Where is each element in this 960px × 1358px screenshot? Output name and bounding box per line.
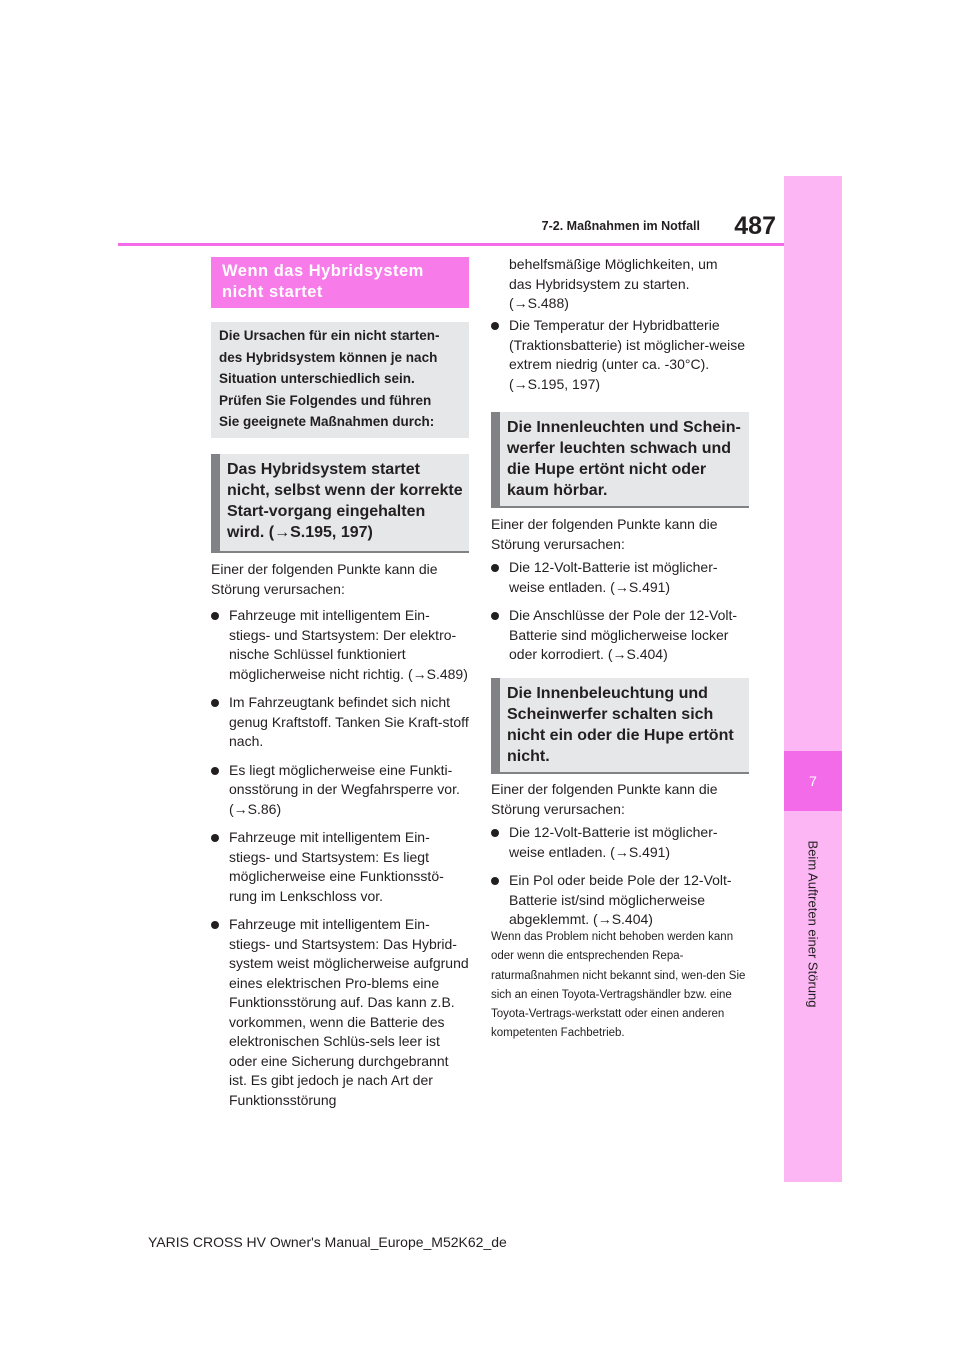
- cause-lead: Einer der folgenden Punkte kann die Störung verursachen:: [491, 516, 718, 552]
- intro-line: Die Ursachen für ein nicht starten-: [219, 328, 440, 343]
- cause-list: [211, 606, 469, 1119]
- list-item: Die Anschlüsse der Pole der 12-Volt-Batterie sind möglicherweise locker oder korrodiert. (→S.404): [491, 606, 749, 665]
- continuation-text: behelfsmäßige Möglichkeiten, um das Hybridsystem zu starten. (→S.488): [509, 256, 718, 311]
- chapter-sidebar: [784, 176, 842, 1182]
- subheading-lights-off: Die Innenbeleuchtung und Scheinwerfer schalten sich nicht ein oder die Hupe ertönt nicht.: [491, 678, 749, 774]
- intro-line: Sie geeignete Maßnahmen durch:: [219, 414, 435, 429]
- chapter-title: Beim Auftreten einer Störung: [805, 840, 821, 1008]
- intro-box: [211, 322, 469, 438]
- subheading-weak-lights: Die Innenleuchten und Schein-werfer leuchten schwach und die Hupe ertönt nicht oder kaum hörbar.: [491, 412, 749, 508]
- cause-list-top: [491, 316, 749, 403]
- list-item: Die 12-Volt-Batterie ist möglicher-weise entladen. (→S.491): [491, 823, 749, 862]
- list-item: Fahrzeuge mit intelligentem Ein-stiegs- und Startsystem: Der elektro-nische Schlüssel funktioniert möglicherweise nicht richtig. (→S.489): [211, 606, 469, 684]
- subheading-hybrid-not-start: Das Hybridsystem startet nicht, selbst wenn der korrekte Start-vorgang eingehalten wird. (→S.195, 197): [211, 454, 469, 553]
- header-rule: [118, 243, 784, 246]
- chapter-number-tab[interactable]: 7: [784, 751, 842, 811]
- list-item: Die 12-Volt-Batterie ist möglicher-weise entladen. (→S.491): [491, 558, 749, 597]
- list-item: Die Temperatur der Hybridbatterie (Traktionsbatterie) ist möglicher-weise extrem niedrig (unter ca. -30°C). (→S.195, 197): [491, 316, 749, 394]
- intro-line: Situation unterschiedlich sein.: [219, 371, 415, 386]
- list-item: Es liegt möglicherweise eine Funkti-onsstörung in der Wegfahrsperre vor. (→S.86): [211, 761, 469, 820]
- list-item: Im Fahrzeugtank befindet sich nicht genug Kraftstoff. Tanken Sie Kraft-stoff nach.: [211, 693, 469, 752]
- footer-manual-id: YARIS CROSS HV Owner's Manual_Europe_M52K62_de: [148, 1234, 507, 1250]
- page-number: 487: [734, 212, 776, 240]
- cause-list: [491, 823, 749, 939]
- cause-lead: Einer der folgenden Punkte kann die Störung verursachen:: [491, 781, 718, 817]
- intro-line: Prüfen Sie Folgendes und führen: [219, 392, 432, 408]
- intro-line: des Hybridsystem können je nach: [219, 349, 438, 365]
- list-item: Fahrzeuge mit intelligentem Ein-stiegs- und Startsystem: Das Hybrid-system weist möglicherweise aufgrund eines elektrischen Pro-blems eine Funktionsstörung auf. Das kann z.B. vorkommen, wenn die Batterie des elektronischen Schlüs-sels leer ist oder eine Sicherung durchgebrannt ist. Es gibt jedoch je nach Art der Funktionsstörung: [211, 915, 469, 1110]
- dealer-note: Wenn das Problem nicht behoben werden kann oder wenn die entsprechenden Repa-raturmaßnahmen nicht bekannt sind, wen-den Sie sich an einen Toyota-Vertragshändler bzw. eine Toyota-Vertrags-werkstatt oder einen anderen kompetenten Fachbetrieb.: [491, 931, 746, 1040]
- cause-list: [491, 558, 749, 674]
- list-item: Fahrzeuge mit intelligentem Ein-stiegs- und Startsystem: Es liegt möglicherweise eine Funktionsstö-rung im Lenkschloss vor.: [211, 828, 469, 906]
- cause-lead: Einer der folgenden Punkte kann die Störung verursachen:: [211, 561, 438, 597]
- section-title: 7-2. Maßnahmen im Notfall: [541, 219, 700, 233]
- list-item: Ein Pol oder beide Pole der 12-Volt-Batterie ist/sind möglicherweise abgeklemmt. (→S.404): [491, 871, 749, 930]
- topic-title: Wenn das Hybridsystem nicht startet: [211, 257, 469, 308]
